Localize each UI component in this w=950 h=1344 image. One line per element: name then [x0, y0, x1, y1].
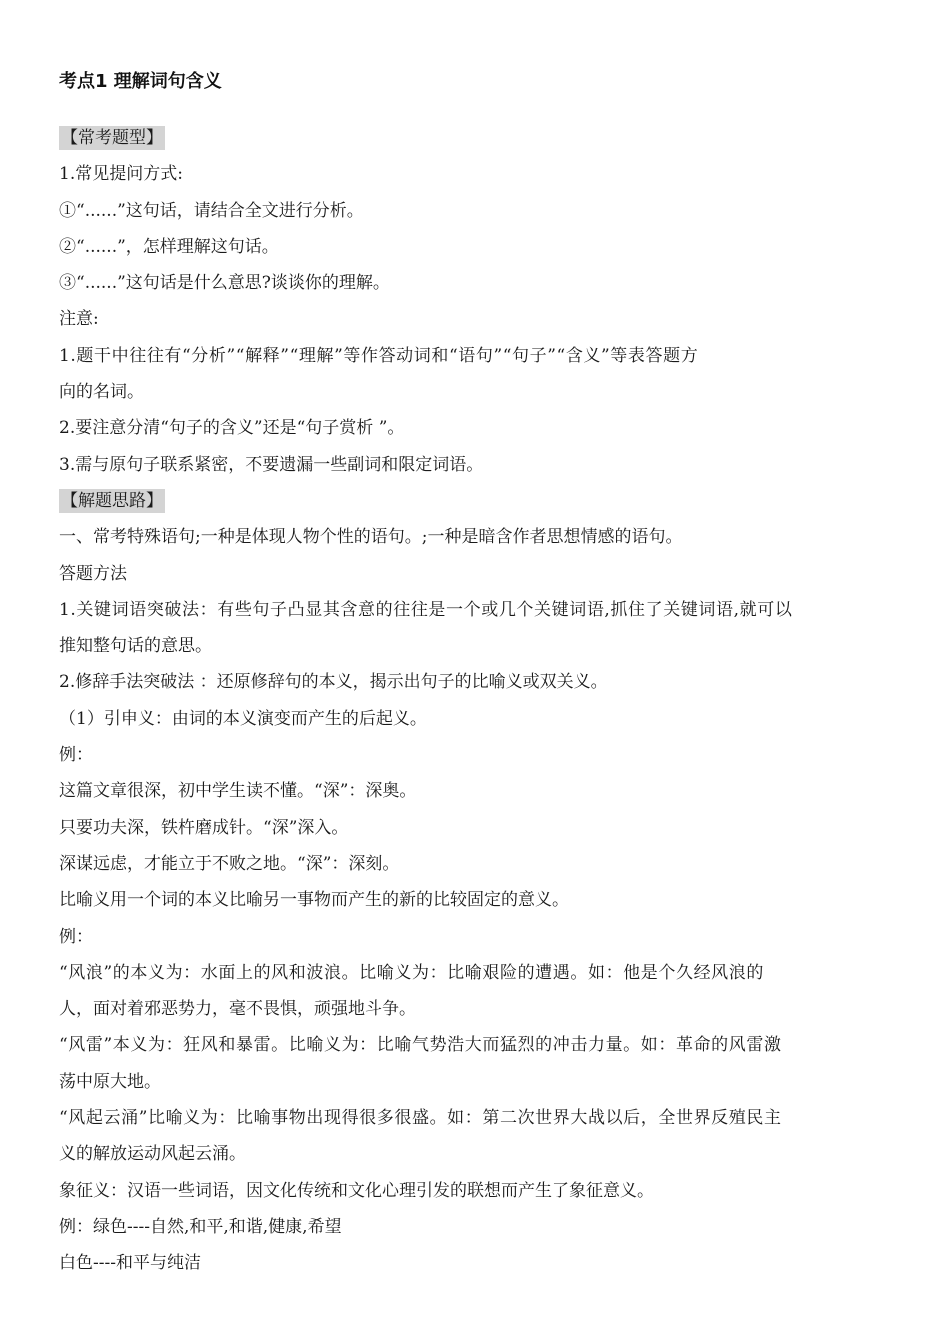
text-line: 1.题干中往往有“分析”“解释”“理解”等作答动词和“语句”“句子”“含义”等表答题方: [59, 345, 699, 366]
text-line: 荡中原大地。: [59, 1071, 161, 1092]
text-line: 义的解放运动风起云涌。: [59, 1144, 246, 1165]
text-line: “风雷”本义为：狂风和暴雷。比喻义为：比喻气势浩大而猛烈的冲击力量。如：革命的风雷激: [59, 1035, 782, 1056]
text-line: 注意:: [59, 309, 99, 330]
text-line: 例：: [59, 745, 93, 766]
text-line: “风浪”的本义为：水面上的风和波浪。比喻义为：比喻艰险的遭遇。如：他是个久经风浪的: [59, 962, 764, 983]
document-body: [59, 120, 897, 1282]
section-heading-row: [59, 120, 897, 156]
text-line: 例：: [59, 926, 93, 947]
text-line: 只要功夫深，铁杵磨成针。“深”深入。: [59, 817, 349, 838]
section-heading: 【解题思路】: [61, 490, 163, 511]
text-line: 一、常考特殊语句;一种是体现人物个性的语句。;一种是暗含作者思想情感的语句。: [59, 527, 683, 548]
text-line: 象征义：汉语一些词语，因文化传统和文化心理引发的联想而产生了象征意义。: [59, 1180, 654, 1201]
text-line: ③“......”这句话是什么意思?谈谈你的理解。: [59, 273, 390, 294]
page-title: 考点1 理解词句含义: [59, 71, 222, 92]
document-page: [59, 68, 897, 1282]
text-line: 向的名词。: [59, 382, 144, 403]
text-line: （1）引申义：由词的本义演变而产生的后起义。: [59, 708, 427, 729]
text-line: 2.修辞手法突破法 ：还原修辞句的本义，揭示出句子的比喻义或双关义。: [59, 672, 608, 693]
text-line: 推知整句话的意思。: [59, 636, 212, 657]
text-line: 2.要注意分清“句子的含义”还是“句子赏析 ”。: [59, 418, 405, 439]
text-line: ①“......”这句话，请结合全文进行分析。: [59, 200, 364, 221]
text-line: 人，面对着邪恶势力，毫不畏惧，顽强地斗争。: [59, 999, 416, 1020]
text-line: 白色----和平与纯洁: [59, 1253, 201, 1274]
text-line: 这篇文章很深，初中学生读不懂。“深”：深奥。: [59, 781, 417, 802]
section-heading: 【常考题型】: [61, 128, 163, 148]
section-heading-row: [59, 483, 897, 519]
text-line: 深谋远虑，才能立于不败之地。“深”：深刻。: [59, 853, 400, 874]
text-line: 3.需与原句子联系紧密，不要遗漏一些副词和限定词语。: [59, 454, 484, 475]
text-line: 例：绿色----自然,和平,和谐,健康,希望: [59, 1216, 342, 1237]
text-line: “风起云涌”比喻义为：比喻事物出现得很多很盛。如：第二次世界大战以后，全世界反殖民主: [59, 1108, 782, 1129]
text-line: ②“......”，怎样理解这句话。: [59, 236, 279, 257]
text-line: 答题方法: [59, 563, 127, 584]
text-line: 1.关键词语突破法：有些句子凸显其含意的往往是一个或几个关键词语,抓住了关键词语,就可以: [59, 599, 793, 620]
text-line: 1.常见提问方式:: [59, 164, 183, 185]
text-line: 比喻义用一个词的本义比喻另一事物而产生的新的比较固定的意义。: [59, 890, 569, 911]
